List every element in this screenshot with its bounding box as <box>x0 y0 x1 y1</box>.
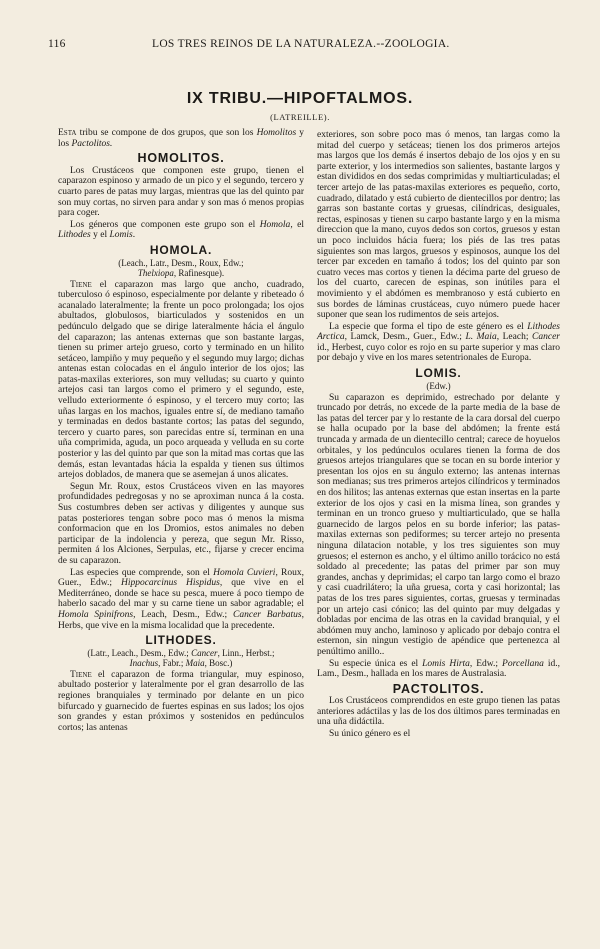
heading-lithodes: LITHODES. <box>145 633 217 648</box>
right-column <box>317 130 560 741</box>
heading-homolitos: HOMOLITOS. <box>137 151 225 166</box>
homolitos-paragraph-1: Los Crustáceos que componen este grupo, tienen el caparazon espinoso y armado de un pico y el segundo, tercero y cuarto pares de patas muy largas, mientras que las del quinto par son muy cortas, no sirven para andar y son mas ó menos propias para coger. <box>58 165 304 219</box>
homolitos-paragraph-2: Los géneros que componen este grupo son el Homola, el Lithodes y el Lomis. <box>58 219 304 241</box>
lithodes-paragraph-2: La especie que forma el tipo de este género es el Lithodes Arctica, Lamck, Desm., Guer., Edw.; L. Maia, Leach; Cancer id., Herbest, cuyo color es rojo en su parte superior y mas claro por debajo y vive en los mares setentrionales de Europa. <box>317 321 560 364</box>
lomis-paragraph-2: Su especie única es el Lomis Hirta, Edw.; Porcellana id., Lam., Desm., hallada en los mares de Australasia. <box>317 658 561 680</box>
heading-homola: HOMOLA. <box>149 242 213 257</box>
tribe-author: (LATREILLE). <box>270 112 330 122</box>
page-number: 116 <box>48 38 66 50</box>
left-column <box>58 128 304 734</box>
lomis-synonyms: (Edw.) <box>426 380 451 391</box>
tribe-title: IX TRIBU.—HIPOFTALMOS. <box>186 90 414 107</box>
homola-paragraph-1: Tiene el caparazon mas largo que ancho, cuadrado, tuberculoso ó espinoso, especialmente por delante y ribeteado ó acanalado lateralmente; la frente un poco prolongada; los ojos abultados, globulosos, biarticulados y sostenidos en un pedúnculo delgado que se dirige lateralmente hácia el ángulo del caparazon; las antenas externas que son bastante largas, tienen su primer artejo grueso, corto y terminado en un hilito setáceo, lampiño y muy pequeño y el segundo muy largo; dichas antenas estan colocadas en el ángulo interior de los ojos; las patas-maxilas exteriores, son muy velludas; su cuarto y quinto artejos casi tan largos como el primero y el segundo, este, velludo exteriormente ó espinoso, y el tercero muy corto; las uñas largas en los machos, iguales entre sí, de mediano tamaño y terminadas en dedos bastante cortos; las patas del segundo, tercero y cuarto pares, son parecidas entre sí, terminan en una uña comprimida, aguda, un poco arqueada y velluda en su corte posterior y las del quinto par que son la mitad mas cortas que las demás, estan levantadas hácia la espalda y tienen sus últimos artejos doblados, de manera que se asemejan á unos alicates. <box>58 279 304 481</box>
intro-paragraph: Esta tribu se compone de dos grupos, que son los Homolitos y los Pactolitos. <box>58 128 305 149</box>
page-header <box>48 38 560 56</box>
lomis-paragraph-1: Su caparazon es deprimido, estrechado por delante y truncado por detrás, no excede de la parte media de la base de las patas del tercer par y lo restante de la cara dorsal del cuerpo se halla ocupado por la base del abdómen; la frente está truncada y armada de un dientecillo central; carece de hoyuelos orbitales, y los pedúnculos oculares tienen la forma de dos gruesos artejos triangulares que se tocan en su borde interior y presentan los ojos en su ángulo externo; las antenas internas son medianas; sus tres primeros artejos cilíndricos y terminados en dos hilitos; las antenas externas que estan insertas en la parte exterior de los ojos y casi en la misma línea, son grandes y terminan en un tronco grueso y multiarticulado, que se halla guarnecido de largos pelos en su borde inferior; las patas-maxilas externas son pediformes; su tercer artejo no presenta ninguna dilatacion notable, y los tres siguientes son muy gruesos; el esternon es ancho, y el último anillo torácico no está soldado al precedente; las patas del primer par son muy grandes, anchas y deprimidas; el carpo tan largo como el brazo y casi cuadrilátero; la uña gruesa, corta y casi horizontal; las patas de los tres pares siguientes, cortas, gruesas y terminadas por un artejo casi cónico; las del quinto par muy delgadas y dobladas por encima de las otras en la cavidad branquial, y el abdómen muy ancho, laminoso y aplicado por debajo contra el esternon, sin ningun vestigio de apéndice que pertenezca al penúltimo anillo.. <box>317 392 560 657</box>
lithodes-paragraph-1-continued: exteriores, son sobre poco mas ó menos, tan largas como la mitad del cuerpo y setáceas; tienen los dos primeros artejos mas largos que los demás é insertos debajo de los ojos y en su parte exterior, y los intermedios son salientes, bastante largos y estan divididos en dos sedas comprimidas y multiarticuladas; el tercer artejo de las patas-maxilas exteriores es pequeño, corto, cuadrado, dilatado y está cubierto de dientecillos por dentro; las garras son bastante cortas y gruesas, cilíndricas, desiguales, rectas, espinosas y tienen su carpo bastante largo y en la misma direccion que la mano, cuyos dedos son cortos, gruesos y estan un poco incluidos hácia fuera; los piés de las tres patas siguientes son mas largos, gruesos y espinosos, aunque los del tercer par exceden en tamaño á todos; los del quinto par son cuatro veces mas cortos y tienen la décima parte del grueso de los del cuarto, carecen de espinas, son inútiles para el movimiento y el abdómen es membranoso y está cubierto en sus bordes de láminas crustáceas, cuyo número puede hacer suponer que sean los rudimentos de seis artejos. <box>317 130 560 321</box>
running-head: LOS TRES REINOS DE LA NATURALEZA.--ZOOLOGIA. <box>152 38 450 50</box>
pactolitos-paragraph-1: Los Crustáceos comprendidos en este grupo tienen las patas anteriores adáctilas y las de los dos últimos pares terminadas en una uña didáctila. <box>317 696 560 728</box>
heading-pactolitos: PACTOLITOS. <box>392 681 485 696</box>
heading-lomis: LOMIS. <box>415 366 462 381</box>
homola-paragraph-2: Segun Mr. Roux, estos Crustáceos viven en las mayores profundidades pedregosas y no se aproximan nunca á la costa. Sus costumbres deben ser activas y diligentes y aunque sus patas posteriores tengan sobre poco mas ó menos la misma conformacion que en los Dromios, estos animales no deben participar de la indolencia y pereza, que segun Mr. Risso, permiten á los Alciones, Serpulas, etc., fijarse y crecer encima de su caparazon. <box>58 481 304 566</box>
homola-paragraph-3: Las especies que comprende, son el Homola Cuvieri, Roux, Guer., Edw.; Hippocarcinus Hispidus, que vive en el Mediterráneo, donde se hace su pesca, muere á poco tiempo de haberlo sacado del mar y su carne tiene un sabor agradable; el Homola Spinifrons, Leach, Desm., Edw.; Cancer Barbatus, Herbs, que vive en la misma localidad que la precedente. <box>58 567 305 631</box>
homola-synonyms: (Leach., Latr., Desm., Roux, Edw.; Thelxiopa, Rafinesque). <box>118 257 244 278</box>
lithodes-synonyms: (Latr., Leach., Desm., Edw.; Cancer, Linn., Herbst.; Inachus, Fabr.; Maia, Bosc.) <box>87 647 275 668</box>
pactolitos-paragraph-2: Su único género es el <box>329 729 411 740</box>
lithodes-paragraph-1: Tiene el caparazon de forma triangular, muy espinoso, abultado posterior y lateralmente por el gran desarrollo de las regiones branquiales y terminado por delante en un pico bifurcado y guarnecido de fuertes espinas en sus lados; los ojos son grandes y estan próximos y sostenidos en pedúnculos cortos; las antenas <box>58 669 304 733</box>
